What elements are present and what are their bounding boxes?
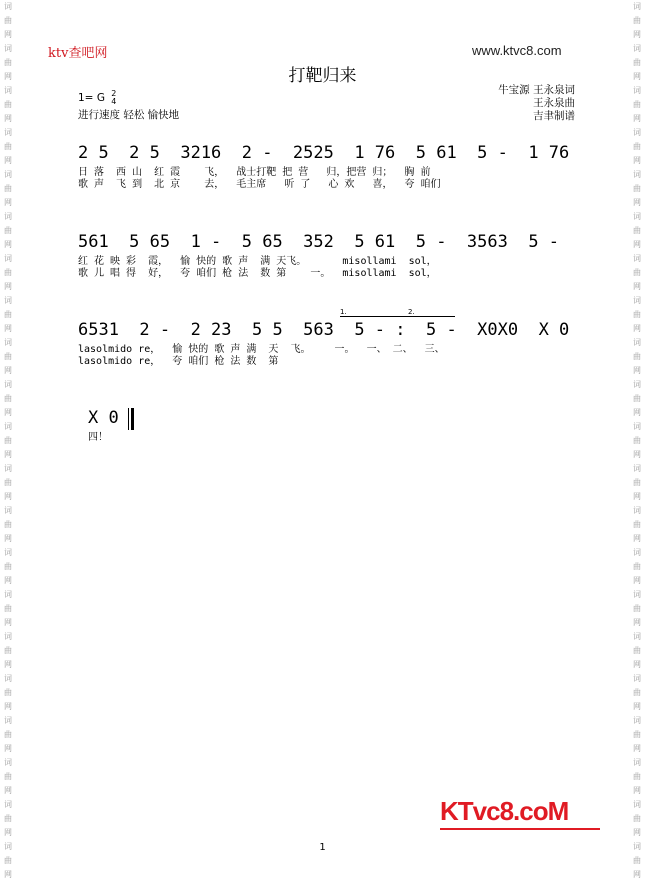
watermark-char: 网 bbox=[4, 618, 12, 627]
watermark-char: 网 bbox=[4, 324, 12, 333]
watermark-char: 网 bbox=[4, 198, 12, 207]
watermark-char: 曲 bbox=[633, 436, 641, 445]
watermark-char: 曲 bbox=[633, 562, 641, 571]
watermark-char: 曲 bbox=[4, 604, 12, 613]
watermark-char: 网 bbox=[4, 870, 12, 879]
watermark-char: 词 bbox=[4, 254, 12, 263]
watermark-char: 曲 bbox=[633, 268, 641, 277]
tempo-marking: 进行速度 轻松 愉快地 bbox=[78, 109, 180, 121]
watermark-char: 词 bbox=[633, 758, 641, 767]
watermark-char: 网 bbox=[633, 534, 641, 543]
watermark-char: 曲 bbox=[633, 142, 641, 151]
watermark-char: 词 bbox=[4, 548, 12, 557]
watermark-char: 曲 bbox=[4, 730, 12, 739]
watermark-char: 网 bbox=[633, 576, 641, 585]
watermark-char: 曲 bbox=[4, 184, 12, 193]
watermark-char: 词 bbox=[633, 128, 641, 137]
watermark-char: 词 bbox=[4, 422, 12, 431]
watermark-char: 词 bbox=[633, 170, 641, 179]
page-number: 1 bbox=[319, 842, 326, 853]
watermark-char: 词 bbox=[4, 800, 12, 809]
staff-system-3 bbox=[78, 308, 578, 368]
notes-text: 561 5 65 1 - 5 65 352 5 61 5 - 3563 5 - bbox=[78, 232, 560, 252]
watermark-char: 曲 bbox=[633, 814, 641, 823]
note-line bbox=[78, 143, 578, 167]
watermark-char: 曲 bbox=[633, 16, 641, 25]
watermark-char: 网 bbox=[633, 702, 641, 711]
credit-transcriber: 吉聿制谱 bbox=[533, 110, 575, 122]
watermark-char: 网 bbox=[4, 366, 12, 375]
watermark-char: 词 bbox=[633, 296, 641, 305]
watermark-char: 网 bbox=[4, 786, 12, 795]
watermark-char: 曲 bbox=[633, 772, 641, 781]
volta-bracket bbox=[340, 316, 455, 317]
time-signature bbox=[111, 90, 116, 106]
credit-composer: 王永泉曲 bbox=[533, 97, 575, 109]
lyric-verse-2: lasolmido re， 夸 咱们 枪 法 数 第 bbox=[78, 356, 279, 367]
watermark-char: 网 bbox=[633, 156, 641, 165]
watermark-char: 网 bbox=[633, 744, 641, 753]
watermark-char: 曲 bbox=[633, 352, 641, 361]
watermark-char: 曲 bbox=[4, 856, 12, 865]
lyric-verse-1: 四！ bbox=[88, 432, 108, 443]
watermark-char: 词 bbox=[4, 2, 12, 11]
notes-text: X 0 bbox=[88, 408, 119, 428]
watermark-char: 网 bbox=[633, 492, 641, 501]
watermark-char: 曲 bbox=[4, 142, 12, 151]
watermark-char: 曲 bbox=[633, 394, 641, 403]
watermark-char: 词 bbox=[633, 44, 641, 53]
watermark-char: 词 bbox=[633, 380, 641, 389]
brand-underline bbox=[440, 828, 600, 830]
watermark-char: 网 bbox=[4, 156, 12, 165]
watermark-char: 曲 bbox=[4, 310, 12, 319]
watermark-char: 曲 bbox=[633, 100, 641, 109]
watermark-char: 曲 bbox=[633, 58, 641, 67]
watermark-char: 网 bbox=[633, 618, 641, 627]
watermark-char: 词 bbox=[4, 464, 12, 473]
watermark-char: 词 bbox=[4, 296, 12, 305]
watermark-char: 曲 bbox=[4, 100, 12, 109]
watermark-char: 词 bbox=[4, 212, 12, 221]
watermark-char: 网 bbox=[633, 282, 641, 291]
watermark-char: 词 bbox=[4, 674, 12, 683]
watermark-char: 网 bbox=[4, 828, 12, 837]
watermark-char: 网 bbox=[4, 450, 12, 459]
watermark-char: 网 bbox=[633, 660, 641, 669]
watermark-char: 网 bbox=[633, 870, 641, 879]
right-watermark-strip bbox=[630, 0, 644, 891]
watermark-char: 曲 bbox=[4, 562, 12, 571]
key-signature bbox=[78, 90, 116, 106]
staff-system-4 bbox=[78, 408, 578, 444]
watermark-char: 曲 bbox=[4, 394, 12, 403]
lyric-verse-2: 歌 儿 唱 得 好， 夸 咱们 枪 法 数 第 一。 misollami sol， bbox=[78, 268, 437, 279]
watermark-char: 词 bbox=[633, 590, 641, 599]
watermark-char: 词 bbox=[4, 44, 12, 53]
watermark-char: 词 bbox=[633, 632, 641, 641]
lyric-verse-1: 日 落 西 山 红 霞 飞， 战士打靶 把 营 归，把营 归； 胸 前 bbox=[78, 167, 431, 178]
watermark-char: 词 bbox=[633, 464, 641, 473]
watermark-char: 网 bbox=[4, 282, 12, 291]
watermark-char: 网 bbox=[4, 744, 12, 753]
watermark-char: 词 bbox=[633, 86, 641, 95]
watermark-char: 曲 bbox=[633, 310, 641, 319]
watermark-char: 曲 bbox=[4, 814, 12, 823]
watermark-char: 词 bbox=[4, 716, 12, 725]
watermark-char: 网 bbox=[633, 450, 641, 459]
watermark-char: 网 bbox=[4, 72, 12, 81]
watermark-char: 网 bbox=[633, 366, 641, 375]
brand-logo[interactable]: KTvc8.coM bbox=[440, 796, 569, 826]
watermark-char: 词 bbox=[633, 800, 641, 809]
notes-text: 6531 2 - 2 23 5 5 563 5 - : 5 - X0X0 X 0 bbox=[78, 320, 570, 340]
watermark-char: 词 bbox=[633, 2, 641, 11]
left-watermark-strip bbox=[1, 0, 15, 891]
credits bbox=[498, 84, 575, 123]
watermark-char: 曲 bbox=[4, 688, 12, 697]
watermark-char: 曲 bbox=[4, 772, 12, 781]
watermark-char: 词 bbox=[4, 632, 12, 641]
watermark-char: 网 bbox=[633, 324, 641, 333]
note-line bbox=[78, 408, 578, 432]
watermark-char: 词 bbox=[4, 170, 12, 179]
watermark-char: 曲 bbox=[4, 478, 12, 487]
watermark-char: 网 bbox=[4, 408, 12, 417]
watermark-char: 网 bbox=[633, 114, 641, 123]
staff-system-1 bbox=[78, 143, 578, 191]
lyric-verse-2: 歌 声 飞 到 北 京 去， 毛主席 听 了 心 欢 喜， 夸 咱们 bbox=[78, 179, 441, 190]
watermark-char: 网 bbox=[633, 786, 641, 795]
watermark-char: 词 bbox=[633, 422, 641, 431]
watermark-char: 网 bbox=[4, 534, 12, 543]
watermark-char: 词 bbox=[633, 212, 641, 221]
watermark-char: 词 bbox=[4, 590, 12, 599]
watermark-char: 曲 bbox=[633, 604, 641, 613]
watermark-char: 网 bbox=[633, 198, 641, 207]
watermark-char: 曲 bbox=[633, 646, 641, 655]
watermark-char: 词 bbox=[4, 128, 12, 137]
credit-lyricist: 牛宝源 王永泉词 bbox=[498, 84, 575, 96]
staff-system-2 bbox=[78, 232, 578, 280]
watermark-char: 词 bbox=[633, 842, 641, 851]
watermark-char: 词 bbox=[4, 380, 12, 389]
watermark-char: 曲 bbox=[4, 520, 12, 529]
watermark-char: 曲 bbox=[633, 856, 641, 865]
watermark-char: 网 bbox=[633, 72, 641, 81]
watermark-char: 曲 bbox=[633, 184, 641, 193]
watermark-char: 词 bbox=[633, 674, 641, 683]
watermark-char: 网 bbox=[4, 240, 12, 249]
watermark-char: 网 bbox=[633, 30, 641, 39]
site-logo[interactable]: ktv查吧网 bbox=[48, 46, 108, 61]
watermark-char: 曲 bbox=[4, 646, 12, 655]
key-label: 1= G bbox=[78, 92, 105, 104]
watermark-char: 网 bbox=[4, 576, 12, 585]
watermark-char: 词 bbox=[633, 716, 641, 725]
volta-second: 2. bbox=[408, 308, 415, 316]
watermark-char: 曲 bbox=[633, 478, 641, 487]
watermark-char: 网 bbox=[633, 828, 641, 837]
song-title: 打靶归来 bbox=[288, 66, 357, 86]
note-line bbox=[78, 232, 578, 256]
watermark-char: 词 bbox=[633, 338, 641, 347]
watermark-char: 网 bbox=[4, 30, 12, 39]
watermark-char: 曲 bbox=[633, 520, 641, 529]
final-barline-thick bbox=[131, 408, 134, 430]
volta-first: 1. bbox=[340, 308, 347, 316]
final-barline-thin bbox=[128, 408, 129, 430]
watermark-char: 网 bbox=[4, 660, 12, 669]
site-url[interactable]: www.ktvc8.com bbox=[472, 43, 562, 58]
watermark-char: 曲 bbox=[633, 688, 641, 697]
watermark-char: 词 bbox=[633, 254, 641, 263]
watermark-char: 网 bbox=[4, 492, 12, 501]
lyric-verse-1: lasolmido re， 愉 快的 歌 声 满 天 飞。 一。 一、 二、 三、 bbox=[78, 344, 445, 355]
watermark-char: 曲 bbox=[633, 226, 641, 235]
watermark-char: 曲 bbox=[4, 352, 12, 361]
watermark-char: 词 bbox=[4, 86, 12, 95]
notes-text: 2 5 2 5 3216 2 - 2525 1 76 5 61 5 - 1 76 bbox=[78, 143, 570, 163]
watermark-char: 曲 bbox=[4, 58, 12, 67]
watermark-char: 网 bbox=[633, 240, 641, 249]
time-top: 2 bbox=[111, 89, 117, 98]
time-bottom: 4 bbox=[111, 97, 117, 106]
watermark-char: 词 bbox=[633, 506, 641, 515]
watermark-char: 词 bbox=[4, 338, 12, 347]
watermark-char: 词 bbox=[4, 506, 12, 515]
watermark-char: 网 bbox=[4, 702, 12, 711]
watermark-char: 网 bbox=[633, 408, 641, 417]
watermark-char: 词 bbox=[633, 548, 641, 557]
watermark-char: 词 bbox=[4, 758, 12, 767]
watermark-char: 曲 bbox=[4, 268, 12, 277]
watermark-char: 曲 bbox=[4, 436, 12, 445]
watermark-char: 曲 bbox=[4, 16, 12, 25]
watermark-char: 网 bbox=[4, 114, 12, 123]
watermark-char: 词 bbox=[4, 842, 12, 851]
note-line bbox=[78, 320, 578, 344]
watermark-char: 曲 bbox=[633, 730, 641, 739]
lyric-verse-1: 红 花 映 彩 霞， 愉 快的 歌 声 满 天飞。 misollami sol， bbox=[78, 256, 437, 267]
watermark-char: 曲 bbox=[4, 226, 12, 235]
